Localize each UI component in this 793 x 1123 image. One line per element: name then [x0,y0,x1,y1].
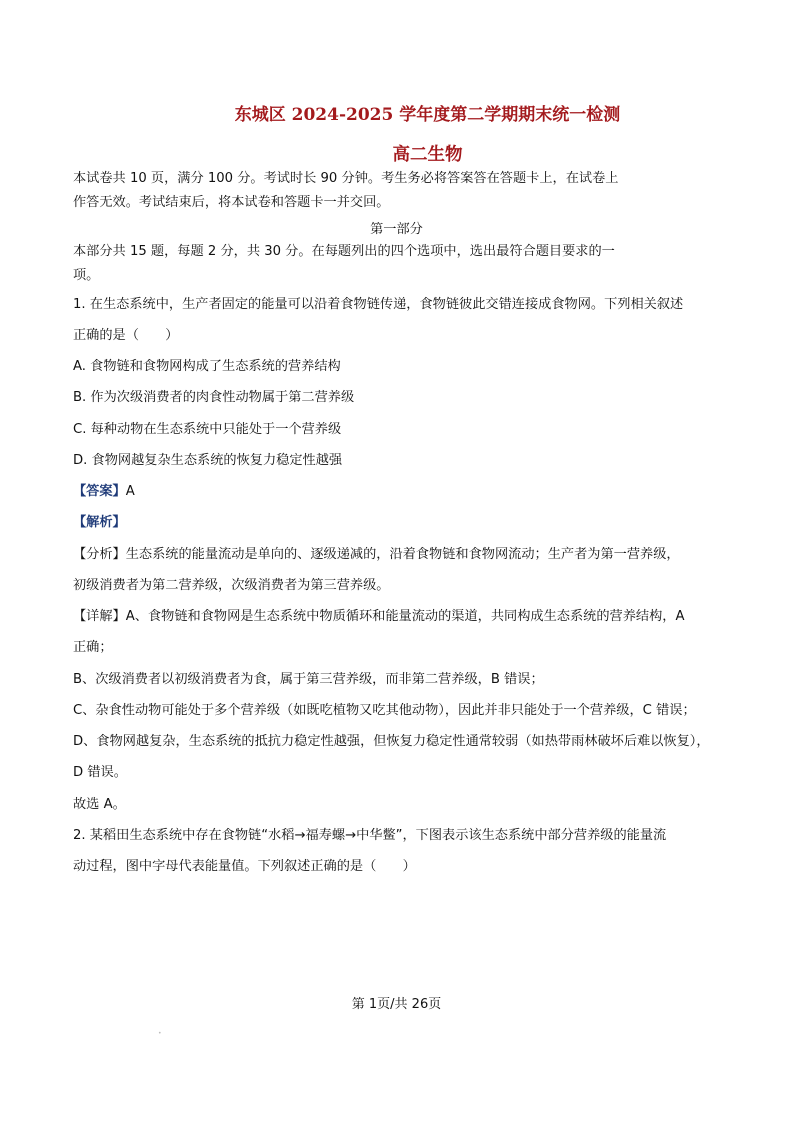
page-number: 第 1页/共 26页 [351,997,442,1012]
fenxi-text-1: 生态系统的能量流动是单向的、逐级递减的，沿着食物链和食物网流动；生产者为第一营养级， [125,547,680,562]
answer-value: A [125,484,135,499]
q2-stem-2: 动过程，图中字母代表能量值。下列叙述正确的是（ ） [73,859,416,874]
analysis-tag: 【解析】 [73,515,126,530]
q1-fenxi-1 [73,546,680,564]
q1-option-c: C. 每种动物在生态系统中只能处于一个营养级 [73,422,342,437]
part-heading: 第一部分 [370,222,423,237]
q1-option-a: A. 食物链和食物网构成了生态系统的营养结构 [73,359,341,374]
xiangjie-tag: 【详解】 [73,609,126,624]
q1-option-b: B. 作为次级消费者的肉食性动物属于第二营养级 [73,390,355,405]
q1-xiangjie-4: C、杂食性动物可能处于多个营养级（如既吃植物又吃其他动物），因此并非只能处于一个营养级，C 错误； [73,703,696,718]
q1-xiangjie-3: B、次级消费者以初级消费者为食，属于第三营养级，而非第二营养级，B 错误； [73,672,544,687]
intro-line-2: 作答无效。考试结束后，将本试卷和答题卡一并交回。 [73,195,390,210]
q1-xiangjie-1 [73,608,684,626]
q1-answer [73,483,135,501]
q1-option-d: D. 食物网越复杂生态系统的恢复力稳定性越强 [73,453,343,468]
q2-stem-1: 2. 某稻田生态系统中存在食物链“水稻→福寿螺→中华鳖”，下图表示该生态系统中部分营养级的能量流 [73,828,667,843]
scan-speck: • [158,1030,162,1037]
answer-tag: 【答案】 [73,484,126,499]
q1-stem-2: 正确的是（ ） [73,328,179,343]
q1-xiangjie-2: 正确； [73,640,113,655]
q1-xiangjie-6: D 错误。 [73,765,127,780]
exam-title: 东城区 2024-2025 学年度第二学期期末统一检测 [234,105,621,125]
q1-stem-1: 1. 在生态系统中，生产者固定的能量可以沿着食物链传递，食物链彼此交错连接成食物网。下列相关叙述 [73,297,684,312]
part-desc-1: 本部分共 15 题，每题 2 分，共 30 分。在每题列出的四个选项中，选出最符合题目要求的一 [73,244,615,259]
subject-title: 高二生物 [392,145,463,165]
xiangjie-text-1: A、食物链和食物网是生态系统中物质循环和能量流动的渠道，共同构成生态系统的营养结构，A [125,609,685,624]
q1-fenxi-2: 初级消费者为第二营养级，次级消费者为第三营养级。 [73,578,390,593]
q1-conclusion: 故选 A。 [73,797,126,812]
part-desc-2: 项。 [73,268,100,283]
q1-xiangjie-5: D、食物网越复杂，生态系统的抵抗力稳定性越强，但恢复力稳定性通常较弱（如热带雨林破坏后难以恢复）， [73,734,710,749]
fenxi-tag: 【分析】 [73,547,126,562]
q1-analysis-heading [73,514,126,532]
intro-line-1: 本试卷共 10 页，满分 100 分。考试时长 90 分钟。考生务必将答案答在答题卡上，在试卷上 [73,171,619,186]
